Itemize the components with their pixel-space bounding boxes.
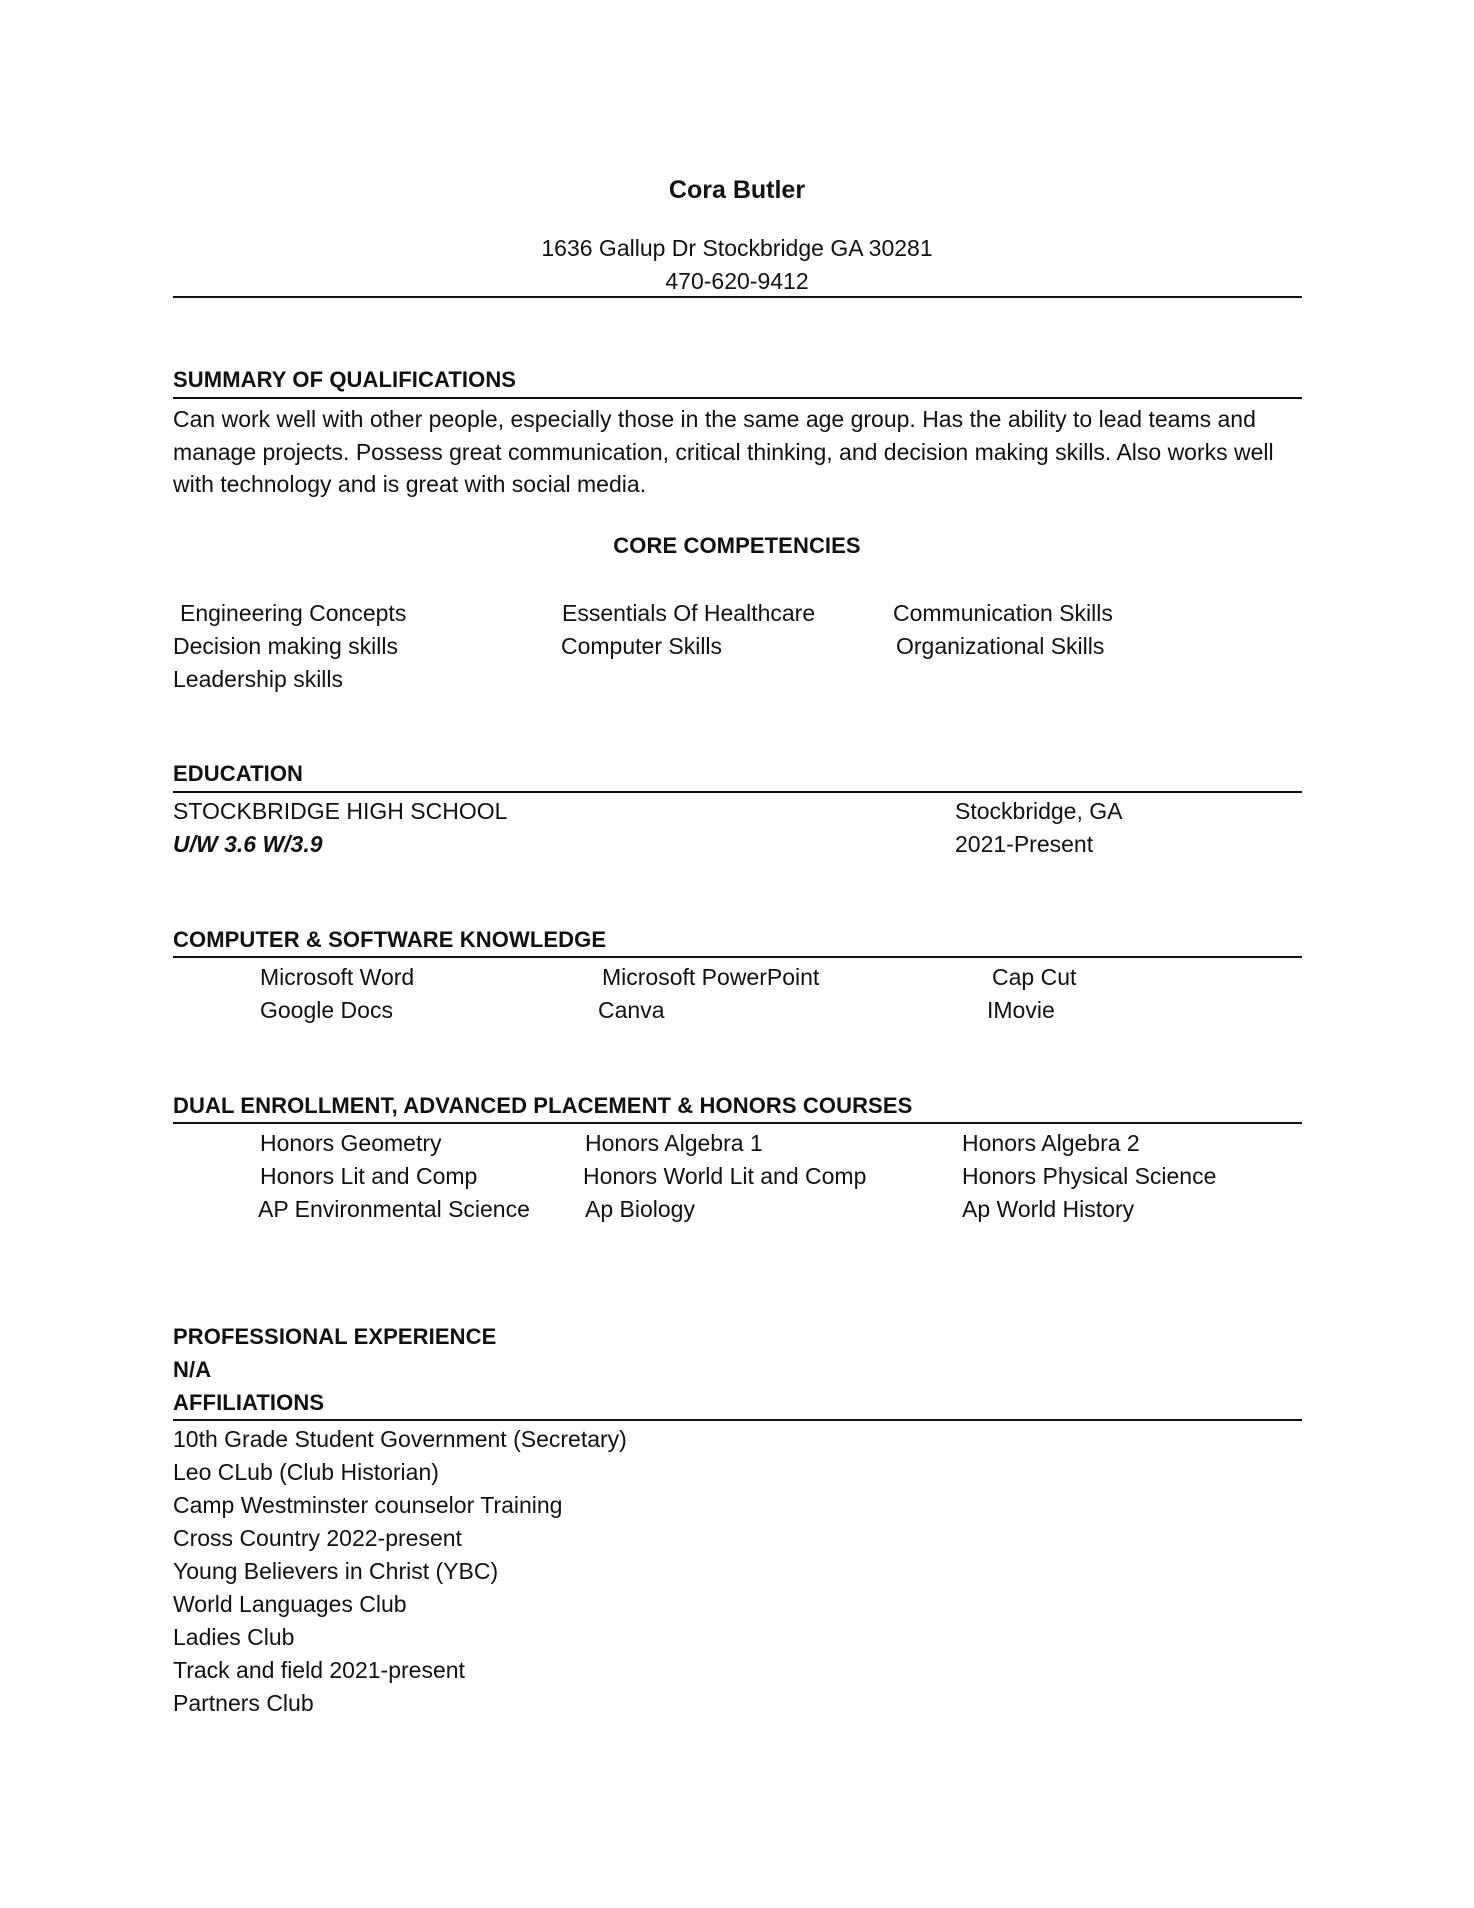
affiliations-divider <box>173 1419 1302 1421</box>
affiliation-item: Camp Westminster counselor Training <box>173 1492 563 1518</box>
affiliation-item: Track and field 2021-present <box>173 1657 465 1683</box>
address: 1636 Gallup Dr Stockbridge GA 30281 <box>541 235 933 261</box>
education-divider <box>173 791 1302 793</box>
course-item: Ap World History <box>962 1196 1135 1222</box>
experience-heading: PROFESSIONAL EXPERIENCE <box>173 1324 497 1349</box>
course-item: Honors Geometry <box>260 1130 442 1156</box>
courses-divider <box>173 1122 1302 1124</box>
competency-item: Leadership skills <box>173 666 344 692</box>
competency-item: Engineering Concepts <box>180 600 407 626</box>
affiliation-item: Ladies Club <box>173 1624 295 1650</box>
education-dates: 2021-Present <box>955 831 1094 857</box>
core-competencies-heading: CORE COMPETENCIES <box>613 533 861 558</box>
affiliation-item: World Languages Club <box>173 1591 407 1617</box>
software-item: Microsoft PowerPoint <box>602 964 820 990</box>
experience-value: N/A <box>173 1357 212 1382</box>
course-item: Honors Lit and Comp <box>260 1163 478 1189</box>
software-item: Canva <box>598 997 665 1023</box>
affiliation-item: Leo CLub (Club Historian) <box>173 1459 439 1485</box>
course-item: Honors Algebra 2 <box>962 1130 1140 1156</box>
course-item: Honors Algebra 1 <box>585 1130 763 1156</box>
education-heading: EDUCATION <box>173 761 304 786</box>
summary-divider <box>173 397 1302 399</box>
affiliation-item: Partners Club <box>173 1690 314 1716</box>
competency-item: Computer Skills <box>561 633 723 659</box>
affiliation-item: 10th Grade Student Government (Secretary) <box>173 1426 627 1452</box>
gpa: U/W 3.6 W/3.9 <box>173 831 323 857</box>
course-item: AP Environmental Science <box>258 1196 530 1222</box>
affiliation-item: Young Believers in Christ (YBC) <box>173 1558 499 1584</box>
competency-item: Communication Skills <box>893 600 1113 626</box>
software-item: Microsoft Word <box>260 964 415 990</box>
software-item: IMovie <box>987 997 1055 1023</box>
affiliations-heading: AFFILIATIONS <box>173 1390 325 1415</box>
course-item: Honors Physical Science <box>962 1163 1217 1189</box>
competency-item: Decision making skills <box>173 633 398 659</box>
school-location: Stockbridge, GA <box>955 798 1123 824</box>
summary-heading: SUMMARY OF QUALIFICATIONS <box>173 367 517 392</box>
software-item: Cap Cut <box>992 964 1077 990</box>
header-divider <box>173 296 1302 298</box>
summary-text: Can work well with other people, especially those in the same age group. Has the ability to lead teams and manage projects. Possess great communication, critical thinking, and decision making skills. Also works well with technology and is great with social media. <box>173 406 1274 497</box>
course-item: Honors World Lit and Comp <box>583 1163 867 1189</box>
phone-number: 470-620-9412 <box>665 268 809 294</box>
resume-name: Cora Butler <box>668 176 806 204</box>
courses-heading: DUAL ENROLLMENT, ADVANCED PLACEMENT & HONORS COURSES <box>173 1093 913 1118</box>
course-item: Ap Biology <box>585 1196 695 1222</box>
school-name: STOCKBRIDGE HIGH SCHOOL <box>173 798 508 824</box>
affiliation-item: Cross Country 2022-present <box>173 1525 462 1551</box>
competency-item: Organizational Skills <box>896 633 1105 659</box>
competency-item: Essentials Of Healthcare <box>562 600 816 626</box>
software-item: Google Docs <box>260 997 393 1023</box>
software-divider <box>173 956 1302 958</box>
software-heading: COMPUTER & SOFTWARE KNOWLEDGE <box>173 927 607 952</box>
